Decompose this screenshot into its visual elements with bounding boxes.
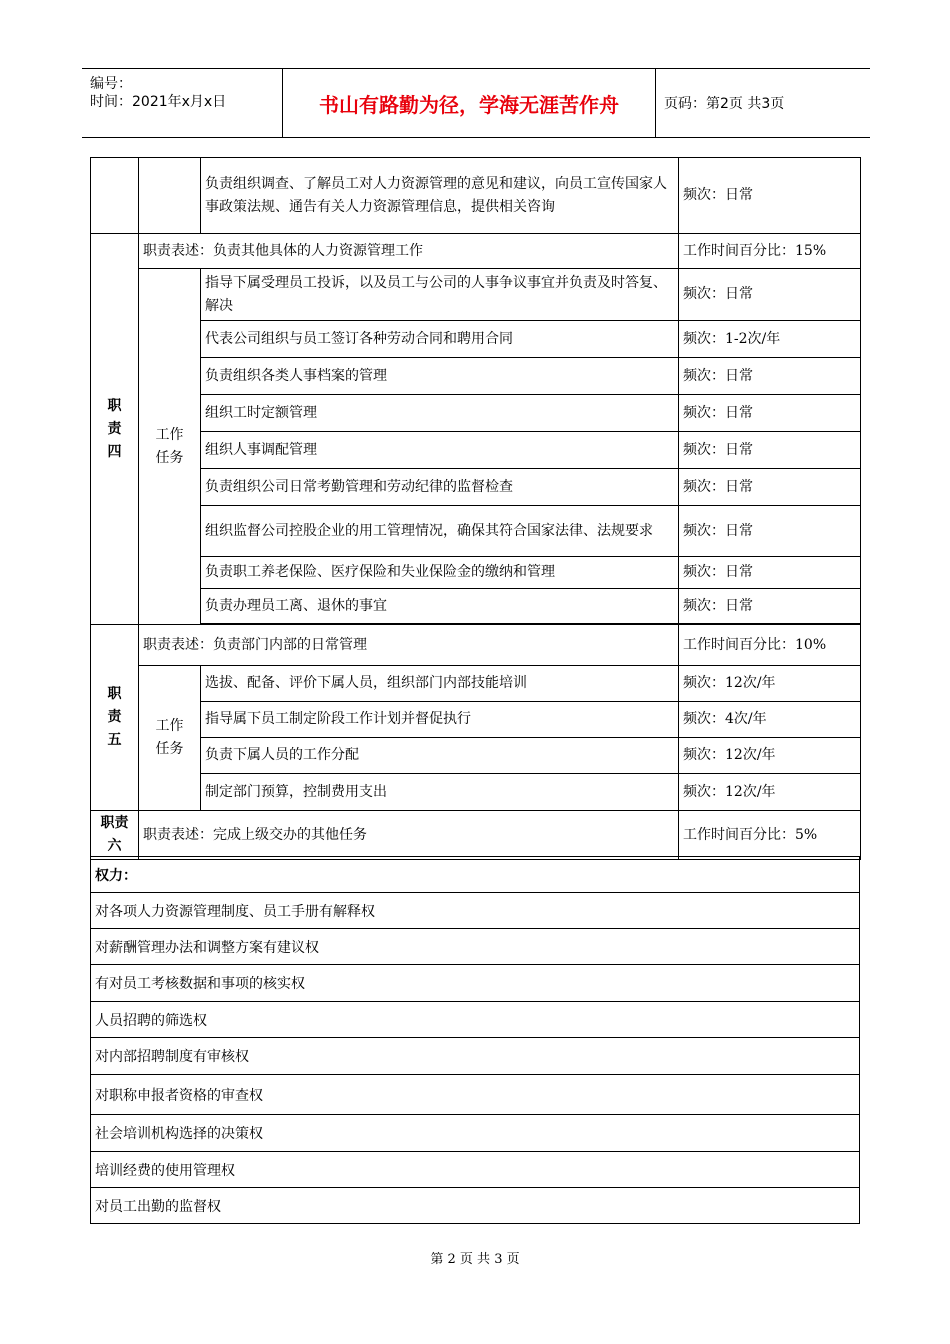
- right-item: 人员招聘的筛选权: [91, 1002, 860, 1038]
- duty-four-label: 职 责 四: [91, 234, 139, 625]
- table-row: [91, 506, 861, 557]
- task-text: 组织人事调配管理: [201, 432, 679, 469]
- list-item: [91, 1002, 860, 1038]
- rights-table: [90, 856, 860, 1224]
- task-frequency: 频次：日常: [679, 589, 861, 624]
- table-row: [91, 738, 861, 774]
- task-text: 负责组织调查、了解员工对人力资源管理的意见和建议，向员工宣传国家人事政策法规、通告有关人力资源管理信息，提供相关咨询: [201, 158, 679, 234]
- right-item: 对薪酬管理办法和调整方案有建议权: [91, 929, 860, 965]
- list-item: [91, 1188, 860, 1224]
- task-frequency: 频次：日常: [679, 395, 861, 432]
- task-frequency: 频次：1-2次/年: [679, 321, 861, 358]
- task-frequency: 频次：日常: [679, 432, 861, 469]
- table-row: [91, 432, 861, 469]
- list-item: [91, 1075, 860, 1115]
- empty-cell: [91, 158, 139, 234]
- table-row: [91, 811, 861, 860]
- table-row: [91, 158, 861, 234]
- right-item: 对内部招聘制度有审核权: [91, 1038, 860, 1075]
- list-item: [91, 1038, 860, 1075]
- list-item: [91, 1152, 860, 1188]
- duty-description: 职责表述：负责其他具体的人力资源管理工作: [139, 234, 679, 269]
- table-row: [91, 395, 861, 432]
- list-item: [91, 1115, 860, 1152]
- table-row: [91, 702, 861, 738]
- task-frequency: 频次：12次/年: [679, 666, 861, 702]
- table-row: [91, 625, 861, 666]
- duty-six-label: 职责 六: [91, 811, 139, 860]
- time-label: 时间：2021年x月x日: [90, 94, 227, 110]
- task-frequency: 频次：4次/年: [679, 702, 861, 738]
- task-frequency: 频次：日常: [679, 557, 861, 589]
- task-text: 代表公司组织与员工签订各种劳动合同和聘用合同: [201, 321, 679, 358]
- task-text: 指导属下员工制定阶段工作计划并督促执行: [201, 702, 679, 738]
- task-text: 负责下属人员的工作分配: [201, 738, 679, 774]
- task-frequency: 频次：日常: [679, 269, 861, 321]
- right-item: 对职称申报者资格的审查权: [91, 1075, 860, 1115]
- task-text: 负责组织公司日常考勤管理和劳动纪律的监督检查: [201, 469, 679, 506]
- time-percent: 工作时间百分比：10%: [679, 625, 861, 666]
- table-row: [91, 857, 860, 893]
- time-percent: 工作时间百分比：5%: [679, 811, 861, 860]
- rights-title: 权力：: [91, 857, 860, 893]
- task-text: 指导下属受理员工投诉，以及员工与公司的人事争议事宜并负责及时答复、解决: [201, 269, 679, 321]
- task-text: 组织监督公司控股企业的用工管理情况，确保其符合国家法律、法规要求: [201, 506, 679, 557]
- right-item: 培训经费的使用管理权: [91, 1152, 860, 1188]
- task-frequency: 频次：日常: [679, 469, 861, 506]
- header-meta: [82, 69, 282, 137]
- task-text: 组织工时定额管理: [201, 395, 679, 432]
- motto: 书山有路勤为径，学海无涯苦作舟: [282, 69, 656, 137]
- page-info: 页码：第2页 共3页: [664, 96, 785, 112]
- table-row: [91, 557, 861, 589]
- right-item: 对员工出勤的监督权: [91, 1188, 860, 1224]
- table-row: [91, 321, 861, 358]
- task-text: 负责办理员工离、退休的事宜: [201, 589, 679, 624]
- task-frequency: 频次：日常: [679, 358, 861, 395]
- list-item: [91, 893, 860, 929]
- duties-table: [90, 157, 861, 860]
- task-frequency: 频次：12次/年: [679, 738, 861, 774]
- task-text: 负责职工养老保险、医疗保险和失业保险金的缴纳和管理: [201, 557, 679, 589]
- duty-five-label: 职 责 五: [91, 625, 139, 811]
- table-row: [91, 234, 861, 269]
- task-text: 制定部门预算，控制费用支出: [201, 774, 679, 811]
- duty-description: 职责表述：负责部门内部的日常管理: [139, 625, 679, 666]
- work-task-label: 工作 任务: [139, 269, 201, 625]
- list-item: [91, 929, 860, 965]
- work-task-label: 工作 任务: [139, 666, 201, 811]
- table-row: [91, 774, 861, 811]
- task-text: 选拔、配备、评价下属人员，组织部门内部技能培训: [201, 666, 679, 702]
- table-row: [91, 269, 861, 321]
- duty-description: 职责表述：完成上级交办的其他任务: [139, 811, 679, 860]
- right-item: 有对员工考核数据和事项的核实权: [91, 965, 860, 1002]
- page-header: [82, 68, 870, 138]
- empty-cell: [139, 158, 201, 234]
- time-percent: 工作时间百分比：15%: [679, 234, 861, 269]
- table-row: [91, 469, 861, 506]
- list-item: [91, 965, 860, 1002]
- task-frequency: 频次：日常: [679, 506, 861, 557]
- table-row: [91, 589, 861, 624]
- task-frequency: 频次：日常: [679, 158, 861, 234]
- task-text: 负责组织各类人事档案的管理: [201, 358, 679, 395]
- code-label: 编号：: [90, 76, 132, 92]
- task-frequency: 频次：12次/年: [679, 774, 861, 811]
- table-row: [91, 666, 861, 702]
- table-row: [91, 358, 861, 395]
- page-footer: 第 2 页 共 3 页: [430, 1252, 520, 1267]
- right-item: 社会培训机构选择的决策权: [91, 1115, 860, 1152]
- right-item: 对各项人力资源管理制度、员工手册有解释权: [91, 893, 860, 929]
